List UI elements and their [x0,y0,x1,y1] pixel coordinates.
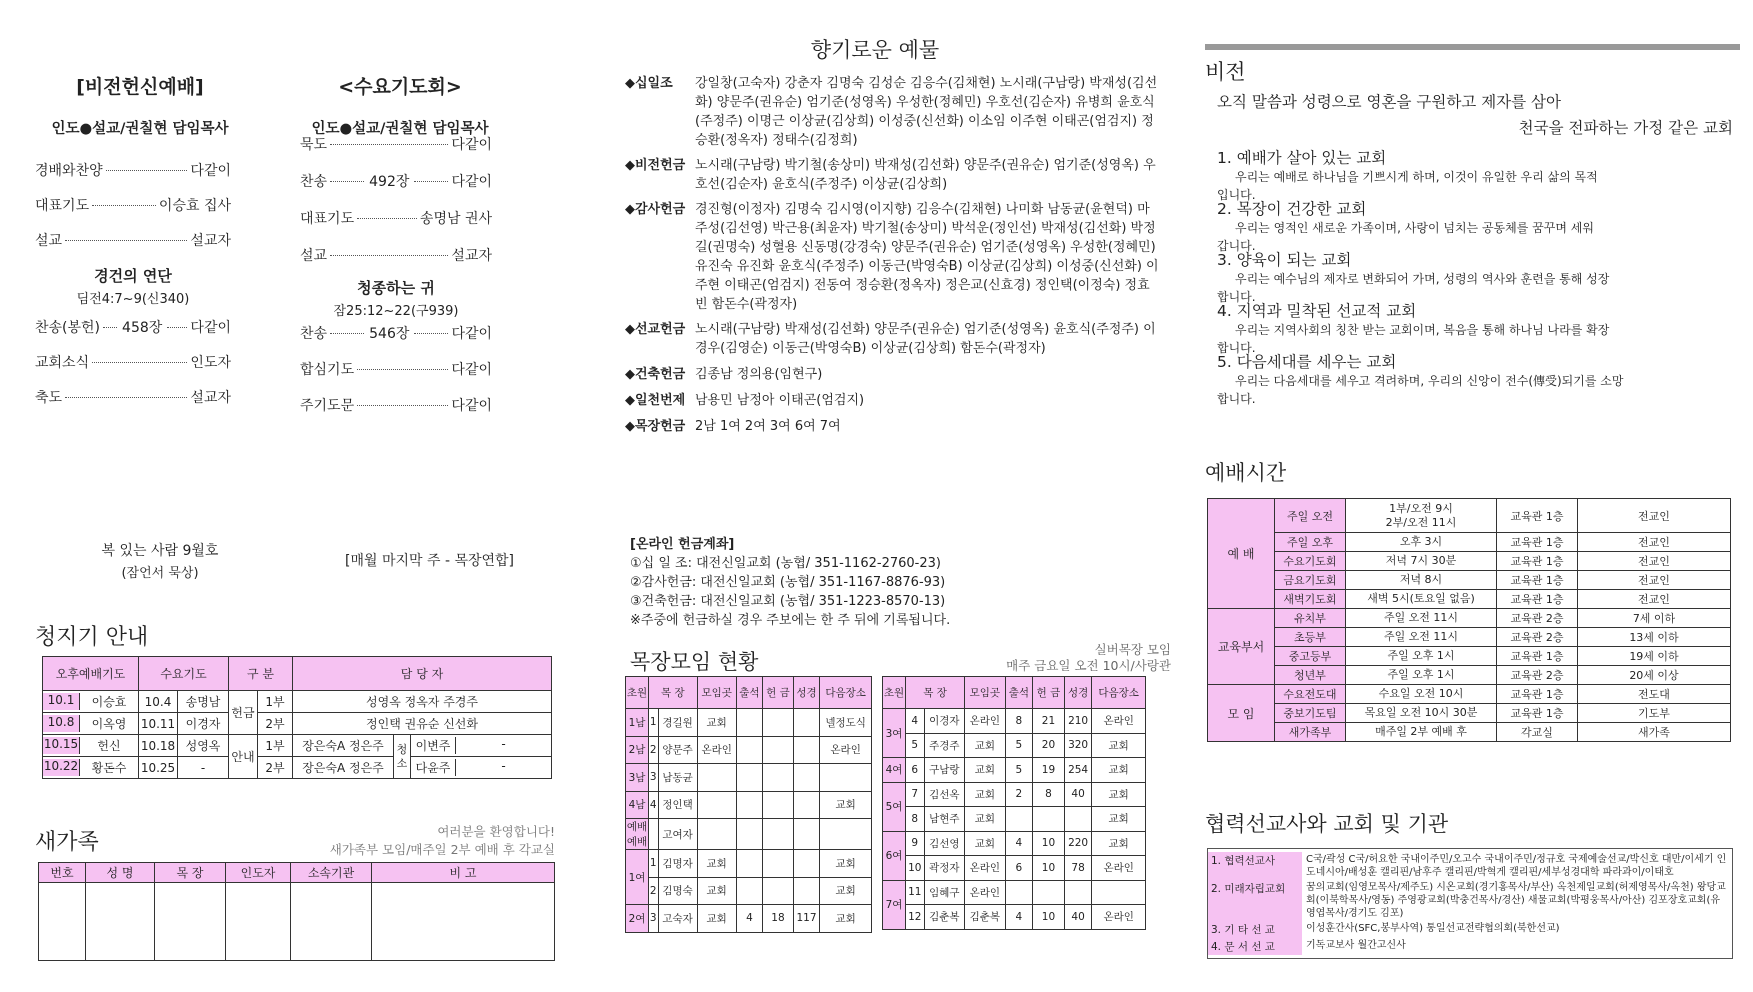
col-header: 성 명 [86,863,155,883]
order-item: 경배와찬양 다같이 [35,163,231,179]
col-header: 번호 [39,863,86,883]
service1-title: [비전헌신예배] [76,76,204,98]
col-header: 목 장 [649,677,698,709]
vision-list [1217,146,1737,406]
table-row: 10.22 황돈수 10.25 - 2부 장은숙A 정은주 다윤주 - [43,757,552,779]
order-item: 대표기도 이승효 집사 [35,198,231,214]
schedule-row: 중보기도팀 목요일 오전 10시 30분 교육관 1층 기도부 [1208,704,1731,723]
left-column [0,0,590,992]
newfamily-title: 새가족 [35,830,99,855]
service1-order [35,160,231,265]
col-header: 출석 [1005,677,1032,709]
online-title: [온라인 헌금계좌] [630,537,735,552]
service2-title: <수요기도회> [338,76,462,98]
col-header: 다음장소 [820,677,872,709]
table-row: 3남 3 남동균 [626,764,872,792]
col-header: 성경 [793,677,819,709]
mokjang-title: 목장모임 현황 [630,650,759,674]
table-row: 4여 6 구남랑 교회 5 19 254 교회 [883,758,1146,783]
table-row: 10.1 이승효 10.4 송명남 헌금 1부 성영옥 정옥자 주경주 [43,691,552,713]
account-line: ②감사헌금: 대전신일교회 (농협/ 351-1167-8876-93) [630,575,946,590]
schedule-row: 금요기도회 저녁 8시 교육관 1층 전교인 [1208,571,1731,590]
service1-order2 [35,317,231,422]
col-header: 인도자 [226,863,291,883]
partners-box [1207,848,1733,959]
service1-block [35,72,245,138]
partner-row: 4. 문 서 선 교 기독교보사 월간고신사 [1208,938,1732,955]
schedule-row: 주일 오후 오후 3시 교육관 1층 전교인 [1208,533,1731,552]
col-header: 소속기관 [291,863,372,883]
schedule-row: 교육부서 유치부 주일 오전 11시 교육관 2층 7세 이하 [1208,609,1731,628]
col-header: 초원 [626,677,649,709]
newfamily-note [300,822,555,858]
service1-sermon [35,265,231,307]
schedule-table [1207,498,1731,742]
service2-order [300,134,492,282]
service2-sermon [300,277,492,319]
col-header: 구 분 [229,657,293,691]
offering-row: ◆십일조 강일창(고숙자) 강춘자 김명숙 김성순 김응수(김채현) 노시래(구남랑) 박재성(김선화) 양문주(권유순) 엄기준(성영옥) 우성한(정혜민) 우호선(김순자) 유병희 윤호식(주정주) 이명근 이상균(김상희) 이성중(신선화) 이소임 이주현 이태곤(엄검지) 정승환(정옥자) 정태수(김정희) [625,76,1158,148]
steward-table [42,656,552,779]
vision-item: 5. 다음세대를 세우는 교회 우리는 다음세대를 세우고 격려하며, 우리의 신앙이 전수(傳受)되기를 소망 합니다. [1217,353,1624,406]
col-header: 목 장 [155,863,226,883]
newfamily-table [38,862,555,961]
order-item: 합심기도 다같이 [300,362,492,378]
col-header: 출석 [736,677,762,709]
schedule-row: 초등부 주일 오전 11시 교육관 2층 13세 이하 [1208,628,1731,647]
schedule-row: 새벽기도회 새벽 5시(토요일 없음) 교육관 1층 전교인 [1208,590,1731,609]
table-row: 예배예배 고여자 [626,819,872,850]
service2-block [300,72,500,138]
schedule-row: 청년부 주일 오후 1시 교육관 2층 20세 이상 [1208,666,1731,685]
offering-row: ◆비전헌금 노시래(구남랑) 박기철(송상미) 박재성(김선화) 양문주(권유순) 엄기준(성영옥) 우호선(김순자) 윤호식(주정주) 이상균(김상희) [625,158,1156,192]
schedule-title: 예배시간 [1205,461,1287,485]
table-row: 2 김명숙 교회 교회 [626,877,872,905]
table-row: 10.8 이옥영 10.11 이경자 2부 정인택 권유순 신선화 [43,713,552,735]
table-row: 10.15 헌신 10.18 성영옥 안내 1부 장은숙A 정은주 청 소 이변주 - [43,735,552,757]
vision-item: 2. 목장이 건강한 교회 우리는 영적인 새로운 가족이며, 사랑이 넘치는 공동체를 꿈꾸며 세워 갑니다. [1217,200,1594,253]
online-accounts [630,535,1170,630]
account-line: ③건축헌금: 대전신일교회 (농협/ 351-1223-8570-13) [630,594,946,609]
vision-line2: 천국을 전파하는 가정 같은 교회 [1518,119,1733,137]
order-item: 묵도 다같이 [300,137,492,153]
silver-note [925,642,1171,674]
col-header: 목 장 [906,677,965,709]
vision-line1: 오직 말씀과 성령으로 영혼을 구원하고 제자를 삼아 [1217,93,1561,111]
col-header: 모임곳 [965,677,1006,709]
col-header: 성경 [1064,677,1091,709]
partner-row: 1. 협력선교사 C국/곽성 C국/허요한 국내이주민/오고수 국내이주민/정규호 국제예술선교/박신호 대만/이세기 인도네시아/배성훈 캘리핀/남후주 캘리핀/박혁게 캘리핀/세부성경대학 파라과이/이태호 [1208,852,1732,880]
col-header: 담 당 자 [293,657,552,691]
table-row: 7여 11 임혜구 온라인 [883,880,1146,905]
table-row [39,883,555,961]
offering-row: ◆건축헌금 김종남 정의용(임현구) [625,367,823,382]
vision-item: 4. 지역과 밀착된 선교적 교회 우리는 지역사회의 칭찬 받는 교회이며, 복음을 통해 하나님 나라를 확장 합니다. [1217,302,1610,355]
col-header: 헌 금 [1033,677,1065,709]
mokjang-table-right [882,676,1146,930]
table-row: 12 김춘복 김춘복 4 10 40 온라인 [883,905,1146,930]
service1-leader: 인도●설교/권칠현 담임목사 [51,121,229,137]
account-line: ①십 일 조: 대전신일교회 (농협/ 351-1162-2760-23) [630,556,941,571]
blessing-note [60,540,260,581]
table-row: 5여 7 김선옥 교회 2 8 40 교회 [883,782,1146,807]
table-row: 2여 3 고숙자 교회 4 18 117 교회 [626,905,872,933]
account-line: ※주중에 헌금하실 경우 주보에는 한 주 뒤에 기록됩니다. [630,613,951,628]
welcome-text: 여러분을 환영합니다! [437,824,555,839]
table-row: 5 주경주 교회 5 20 320 교회 [883,733,1146,758]
service2-leader: 인도●설교/권칠현 담임목사 [311,121,489,137]
cleaning-title: 청지기 안내 [35,625,149,650]
top-rule [1205,44,1740,50]
schedule-row: 중고등부 주일 오후 1시 교육관 1층 19세 이하 [1208,647,1731,666]
mokjang-table-left [625,676,872,933]
middle-column [625,0,1175,992]
col-header: 오후예배기도 [43,657,139,691]
col-header: 헌 금 [763,677,794,709]
table-row: 6여 9 김선영 교회 4 10 220 교회 [883,831,1146,856]
vision-item: 3. 양육이 되는 교회 우리는 예수님의 제자로 변화되어 가며, 성령의 역사와 훈련을 통해 성장 합니다. [1217,251,1610,304]
table-row: 1여 1 김명자 교회 교회 [626,850,872,878]
offering-row: ◆일천번제 남용민 남정아 이태곤(엄검지) [625,393,865,408]
partner-row: 3. 기 타 선 교 이성훈간사(SFC,봉부사역) 통일선교전략협의회(북한선교) [1208,921,1732,938]
offering-row: ◆목장헌금 2남 1여 2여 3여 6여 7여 [625,419,841,434]
table-row: 3여 4 이경자 온라인 8 21 210 온라인 [883,709,1146,734]
order-item: 찬송 546장 다같이 [300,326,493,342]
sermon-ref: 딤전4:7~9(신340) [76,292,190,307]
table-row: 2남 2 양문주 온라인 온라인 [626,736,872,764]
order-item: 교회소식 인도자 [35,355,231,371]
right-column [1205,0,1753,992]
partner-row: 2. 미래자립교회 꿈의교회(임영모목사/제주도) 시온교회(경기홍목사/부산) 옥천제일교회(허제영목사/옥천) 왕당교회(이북학목사/영동) 주영광교회(박충건목사/경산) 새물교회(박평웅목사/아산) 김포장호교회(유영엽목사/경기도 김포) [1208,880,1732,921]
meeting-text: 새가족부 모임/매주일 2부 예배 후 각교실 [329,842,555,857]
vision-item: 1. 예배가 살아 있는 교회 우리는 예배로 하나님을 기쁘시게 하며, 이것이 유일한 우리 삶의 목적 입니다. [1217,149,1598,202]
sermon-title: 청종하는 귀 [357,279,435,297]
order-item: 설교 설교자 [300,248,492,264]
col-header: 모임곳 [697,677,736,709]
col-header: 다음장소 [1092,677,1146,709]
offering-row: ◆감사헌금 경진형(이정자) 김명숙 김시영(이지향) 김응수(김채현) 나미화 남동균(윤현덕) 마주성(김선영) 박근용(최윤자) 박기철(송상미) 박석운(정인선) 박재성(김선화) 박정길(권명숙) 성혈용 신동명(강경숙) 양문주(권유순) 엄기준(성영옥) 우성한(정혜민) 유진숙 유진화 윤호식(주정주) 이동근(박영숙B) 이상균(김상희) 이성중(신선화) 이주현 이태곤(엄검지) 전동여 정승환(정옥자) 정은교(신효경) 정인택(이정숙) 정효빈 함돈수(곽정자) [625,202,1159,312]
col-header: 비 고 [372,863,555,883]
schedule-row: 새가족부 매주일 2부 예배 후 각교실 새가족 [1208,723,1731,742]
sermon-title: 경건의 연단 [94,267,172,285]
offering-title: 향기로운 예물 [810,38,940,62]
blessing-line1: 복 있는 사람 9월호 [101,543,219,559]
order-item: 대표기도 송명남 권사 [300,211,492,227]
table-row: 10 곽정자 온라인 6 10 78 온라인 [883,856,1146,881]
order-item: 찬송 492장 다같이 [300,174,493,190]
schedule-row: 수요기도회 저녁 7시 30분 교육관 1층 전교인 [1208,552,1731,571]
sermon-ref: 잠25:12~22(구939) [333,304,459,319]
monthly-note: [매월 마지막 주 - 목장연합] [345,553,515,569]
partners-title: 협력선교사와 교회 및 기관 [1205,812,1449,836]
order-item: 주기도문 다같이 [300,398,492,414]
vision-title: 비전 [1205,60,1246,84]
col-header: 초원 [883,677,906,709]
partners-table [1208,852,1732,955]
schedule-row: 예 배 주일 오전 1부/오전 9시 2부/오전 11시 교육관 1층 전교인 [1208,499,1731,533]
order-item: 축도 설교자 [35,390,231,406]
order-item: 찬송(봉헌) 458장 다같이 [35,320,231,336]
schedule-row: 모 임 수요전도대 수요일 오전 10시 교육관 1층 전도대 [1208,685,1731,704]
table-row: 8 남현주 교회 교회 [883,807,1146,832]
blessing-line2: (잠언서 묵상) [121,566,199,581]
offering-row: ◆선교헌금 노시래(구남랑) 박재성(김선화) 양문주(권유순) 엄기준(성영옥) 윤호식(주정주) 이경우(김영순) 이동근(박영숙B) 이상균(김상희) 함돈수(곽정자) [625,322,1156,356]
order-item: 설교 설교자 [35,233,231,249]
silver-time: 매주 금요일 오전 10시/사랑관 [1006,658,1171,673]
service2-order2 [300,323,492,431]
table-row: 4남 4 정인택 교회 [626,791,872,819]
offering-list [625,74,1160,436]
col-header: 수요기도 [139,657,229,691]
table-row: 1남 1 경길원 교회 넬정도식 [626,709,872,737]
silver-title: 실버목장 모임 [1094,642,1171,657]
